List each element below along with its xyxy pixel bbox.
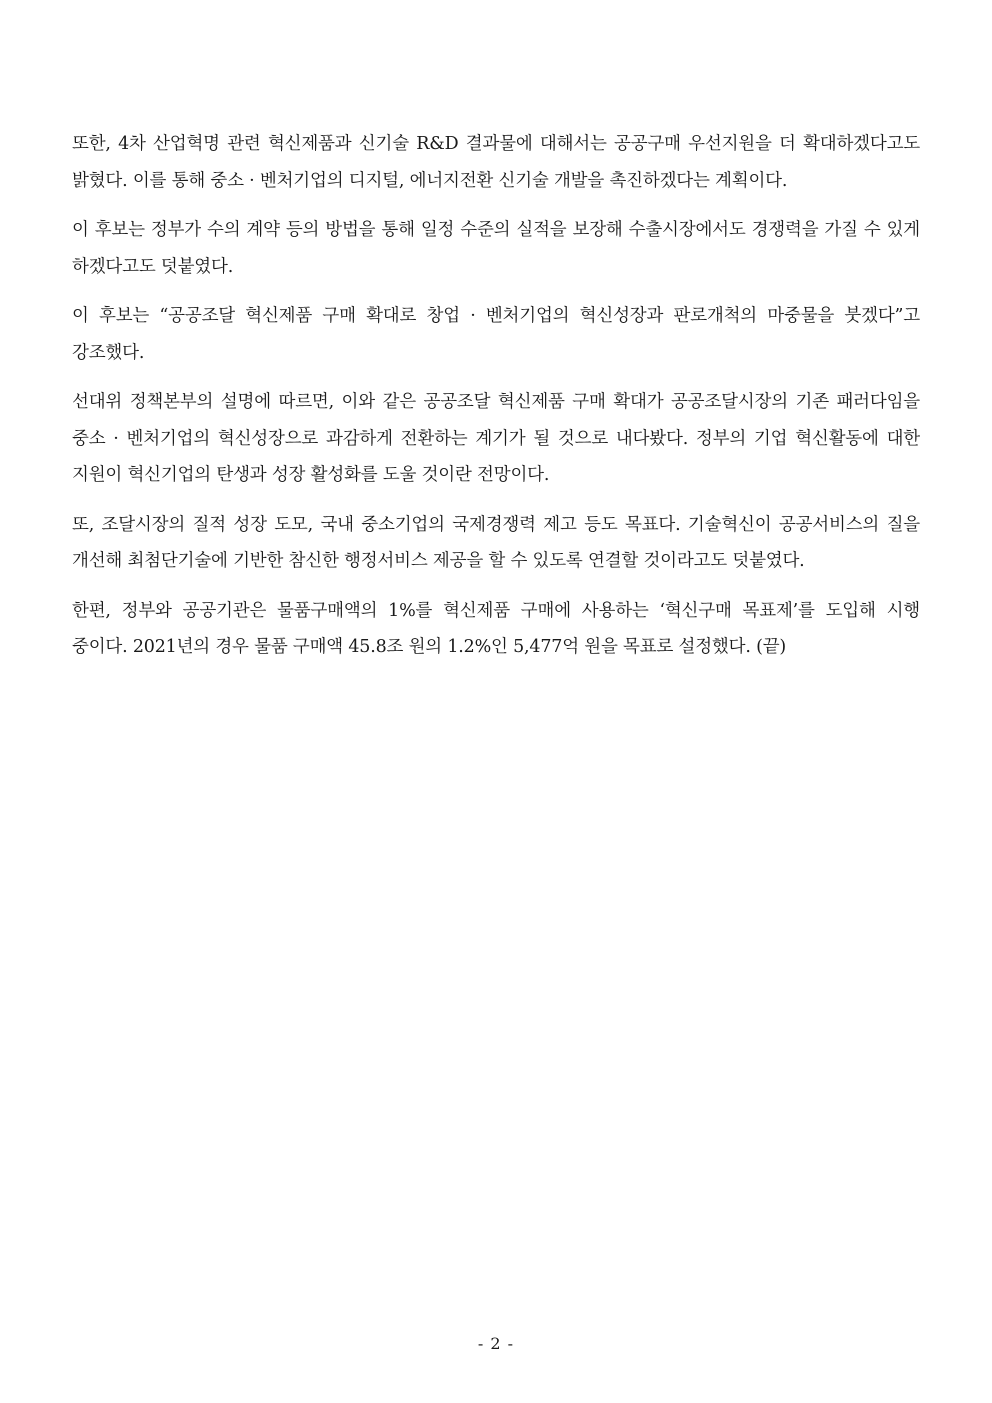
paragraph-policy-explanation: 선대위 정책본부의 설명에 따르면, 이와 같은 공공조달 혁신제품 구매 확대가 공공조달시장의 기존 패러다임을 중소 · 벤처기업의 혁신성장으로 과감하게 전환하는 계기가 될 것으로 내다봤다. 정부의 기업 혁신활동에 대한 지원이 혁신기업의 탄생과 성장 활성화를 도울 것이란 전망이다.	[72, 392, 920, 485]
paragraph-candidate-quote: 이 후보는 “공공조달 혁신제품 구매 확대로 창업 · 벤처기업의 혁신성장과 판로개척의 마중물을 붓겠다”고 강조했다.	[72, 306, 920, 363]
document-body	[72, 126, 920, 679]
paragraph-contract-guarantee: 이 후보는 정부가 수의 계약 등의 방법을 통해 일정 수준의 실적을 보장해 수출시장에서도 경쟁력을 가질 수 있게 하겠다고도 덧붙였다.	[72, 220, 920, 277]
paragraph-rnd-support: 또한, 4차 산업혁명 관련 혁신제품과 신기술 R&D 결과물에 대해서는 공공구매 우선지원을 더 확대하겠다고도 밝혔다. 이를 통해 중소 · 벤처기업의 디지털, 에너지전환 신기술 개발을 촉진하겠다는 계획이다.	[72, 134, 920, 191]
paragraph-purchase-target: 한편, 정부와 공공기관은 물품구매액의 1%를 혁신제품 구매에 사용하는 ‘혁신구매 목표제’를 도입해 시행 중이다. 2021년의 경우 물품 구매액 45.8조 원의 1.2%인 5,477억 원을 목표로 설정했다. (끝)	[72, 600, 920, 657]
page-number: - 2 -	[477, 1334, 515, 1353]
paragraph-market-goals: 또, 조달시장의 질적 성장 도모, 국내 중소기업의 국제경쟁력 제고 등도 목표다. 기술혁신이 공공서비스의 질을 개선해 최첨단기술에 기반한 참신한 행정서비스 제공을 할 수 있도록 연결할 것이라고도 덧붙였다.	[72, 514, 920, 571]
